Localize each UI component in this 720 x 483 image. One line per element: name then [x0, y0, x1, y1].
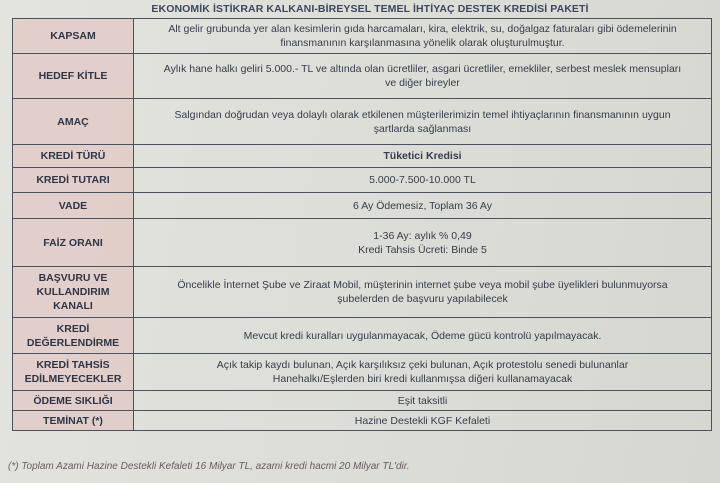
table-row-vade	[13, 193, 712, 219]
row-value: Açık takip kaydı bulunan, Açık karşılıksız çeki bulunan, Açık protestolu senedi bulunanlar Hanehalkı/Eşlerden biri kredi kullanmışsa diğeri kullanamayacak	[134, 354, 712, 391]
row-value: Eşit taksitli	[134, 391, 712, 411]
row-label: HEDEF KİTLE	[13, 54, 134, 99]
row-label: ÖDEME SIKLIĞI	[13, 391, 134, 411]
row-value: Aylık hane halkı geliri 5.000.- TL ve altında olan ücretliler, asgari ücretliler, emekliler, serbest meslek mensupları ve diğer bireyler	[134, 54, 712, 99]
table-row-basvuru-kanali	[13, 267, 712, 318]
row-label: VADE	[13, 193, 134, 219]
table-row-kredi-turu	[13, 145, 712, 168]
row-value: Salgından doğrudan veya dolaylı olarak etkilenen müşterilerimizin temel ihtiyaçlarının finansmanının uygun şartlarda sağlanması	[134, 99, 712, 145]
row-value: Tüketici Kredisi	[134, 145, 712, 168]
table-row-amac	[13, 99, 712, 145]
row-value: 1-36 Ay: aylık % 0,49 Kredi Tahsis Ücreti: Binde 5	[134, 219, 712, 267]
row-label: AMAÇ	[13, 99, 134, 145]
row-label: BAŞVURU VE KULLANDIRIM KANALI	[13, 267, 134, 318]
table-row-faiz-orani	[13, 219, 712, 267]
table-row-tahsis-edilmeyecekler	[13, 354, 712, 391]
table-row-teminat	[13, 411, 712, 431]
table-row-hedef-kitle	[13, 54, 712, 99]
table-row-kredi-tutari	[13, 168, 712, 193]
row-value: 6 Ay Ödemesiz, Toplam 36 Ay	[134, 193, 712, 219]
row-label: KREDİ TUTARI	[13, 168, 134, 193]
row-value: Alt gelir grubunda yer alan kesimlerin gıda harcamaları, kira, elektrik, su, doğalgaz faturaları gibi ödemelerinin finansmanının karşılanmasına yönelik olarak oluşturulmuştur.	[134, 19, 712, 54]
footnote: (*) Toplam Azami Hazine Destekli Kefaleti 16 Milyar TL, azami kredi hacmi 20 Milyar TL'dir.	[8, 461, 410, 472]
row-label: KREDİ TÜRÜ	[13, 145, 134, 168]
row-value: Mevcut kredi kuralları uygulanmayacak, Ödeme gücü kontrolü yapılmayacak.	[134, 318, 712, 354]
row-label: TEMİNAT (*)	[13, 411, 134, 431]
table-row-kapsam	[13, 19, 712, 54]
row-label: KAPSAM	[13, 19, 134, 54]
document-title: EKONOMİK İSTİKRAR KALKANI-BİREYSEL TEMEL İHTİYAÇ DESTEK KREDİSİ PAKETİ	[151, 3, 589, 15]
row-value: 5.000-7.500-10.000 TL	[134, 168, 712, 193]
row-value: Öncelikle İnternet Şube ve Ziraat Mobil, müşterinin internet şube veya mobil şube üyelikleri bulunmuyorsa şubelerden de başvuru yapılabilecek	[134, 267, 712, 318]
row-value: Hazine Destekli KGF Kefaleti	[134, 411, 712, 431]
table-row-odeme-sikligi	[13, 391, 712, 411]
row-label: FAİZ ORANI	[13, 219, 134, 267]
table-row-kredi-degerlendirme	[13, 318, 712, 354]
row-label: KREDİ DEĞERLENDİRME	[13, 318, 134, 354]
credit-package-table	[12, 18, 712, 431]
row-label: KREDİ TAHSİS EDİLMEYECEKLER	[13, 354, 134, 391]
